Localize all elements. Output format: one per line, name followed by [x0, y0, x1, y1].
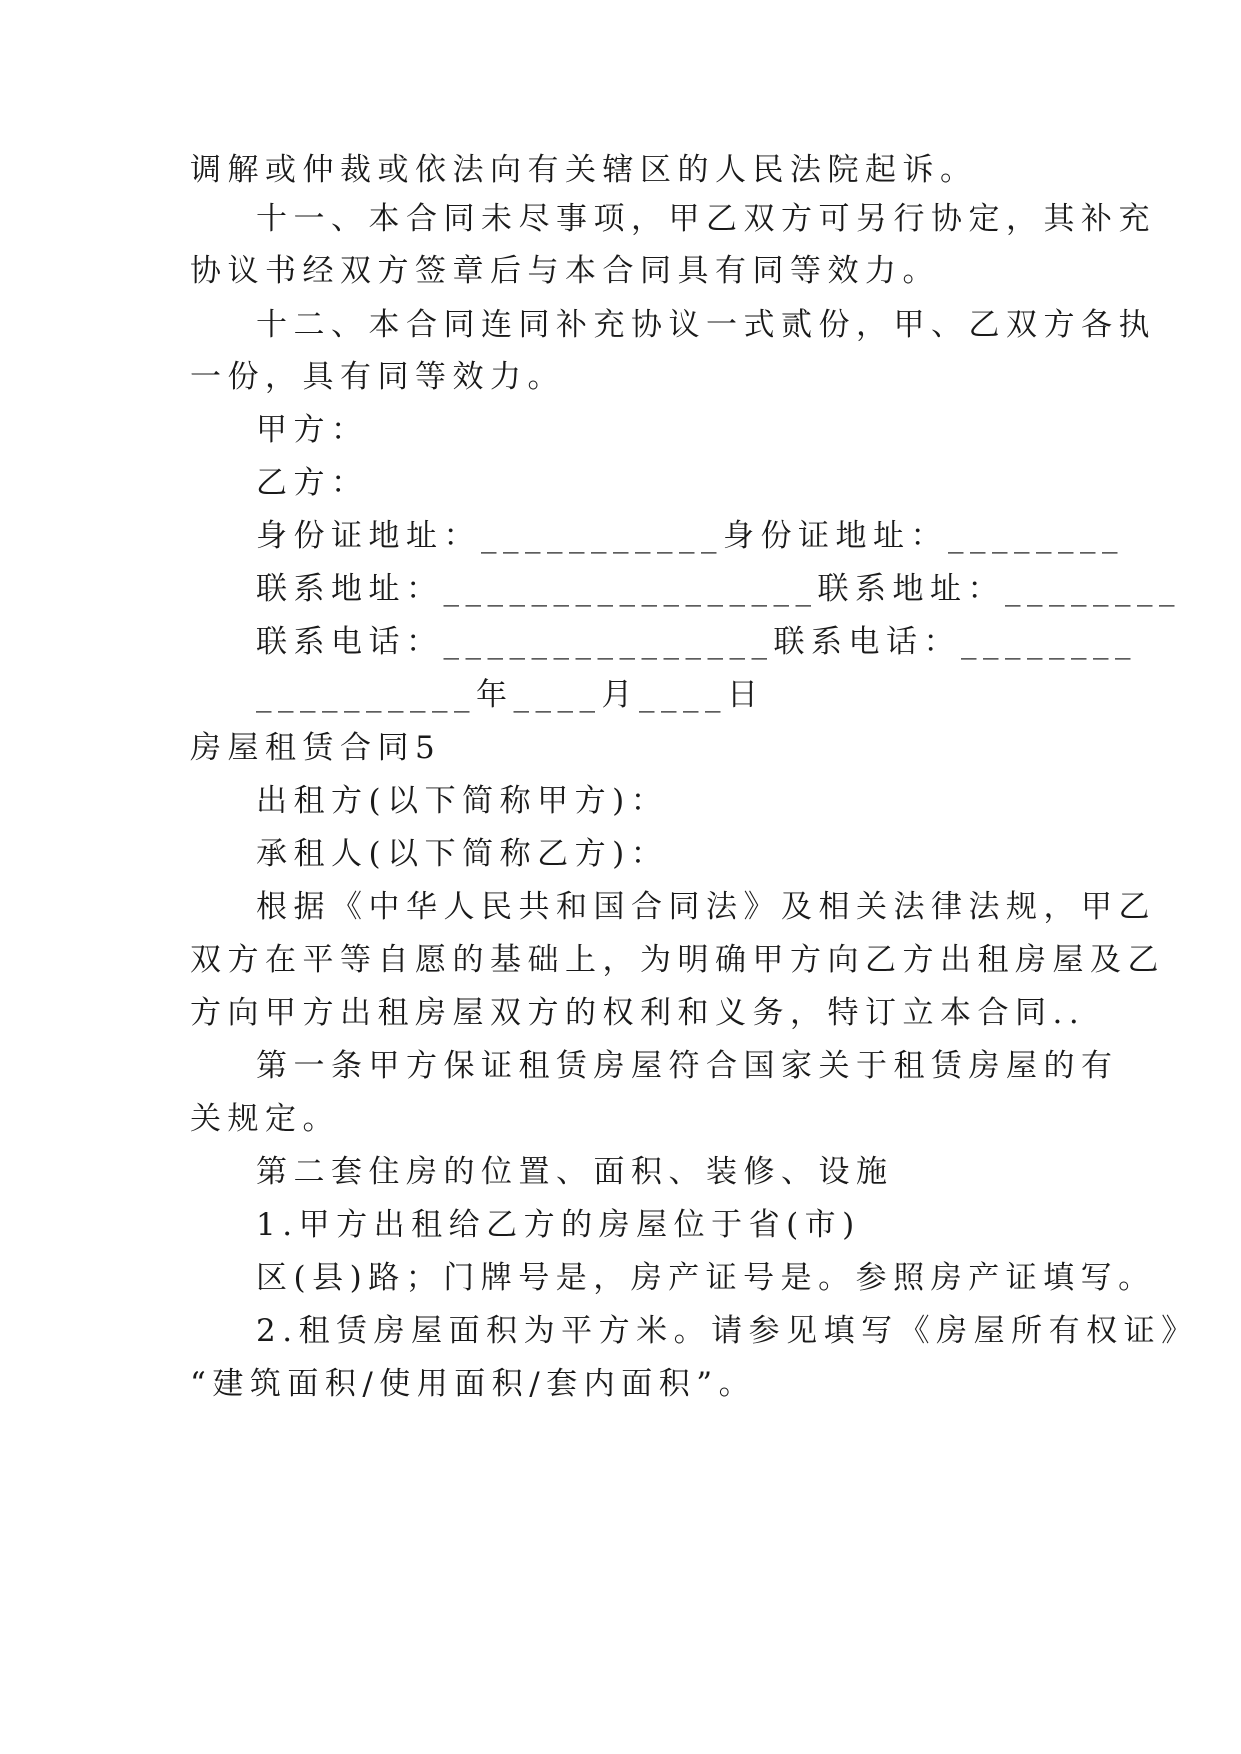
text-line: 承租人(以下简称乙方)：: [256, 836, 669, 872]
text-line: 双方在平等自愿的基础上，为明确甲方向乙方出租房屋及乙: [190, 942, 1165, 978]
text-line: 区(县)路；门牌号是，房产证号是。参照房产证填写。: [256, 1260, 1156, 1296]
text-line: __________年____月____日: [256, 677, 765, 713]
text-line: 联系地址：_________________联系地址：________: [256, 571, 1181, 607]
section-title: 房屋租赁合同5: [190, 730, 442, 766]
text-line: 根据《中华人民共和国合同法》及相关法律法规，甲乙: [256, 889, 1156, 925]
text-line: 方向甲方出租房屋双方的权利和义务，特订立本合同..: [190, 995, 1086, 1031]
text-line: 出租方(以下简称甲方)：: [256, 783, 669, 819]
text-line: 关规定。: [190, 1101, 340, 1137]
text-line: 协议书经双方签章后与本合同具有同等效力。: [190, 253, 940, 289]
text-line: 调解或仲裁或依法向有关辖区的人民法院起诉。: [190, 152, 978, 188]
text-line: 联系电话：_______________联系电话：________: [256, 624, 1137, 660]
text-line: “建筑面积/使用面积/套内面积”。: [190, 1366, 757, 1402]
text-line: 第二套住房的位置、面积、装修、设施: [256, 1154, 894, 1190]
text-line: 1.甲方出租给乙方的房屋位于省(市): [256, 1207, 861, 1243]
text-line: 第一条甲方保证租赁房屋符合国家关于租赁房屋的有: [256, 1048, 1119, 1084]
text-line: 乙方：: [256, 465, 369, 501]
text-line: 身份证地址：___________身份证地址：________: [256, 518, 1124, 554]
text-line: 十二、本合同连同补充协议一式贰份，甲、乙双方各执: [256, 307, 1156, 343]
text-line: 一份，具有同等效力。: [190, 359, 565, 395]
text-line: 甲方：: [256, 412, 369, 448]
text-line: 2.租赁房屋面积为平方米。请参见填写《房屋所有权证》: [256, 1313, 1199, 1349]
text-line: 十一、本合同未尽事项，甲乙双方可另行协定，其补充: [256, 201, 1156, 237]
